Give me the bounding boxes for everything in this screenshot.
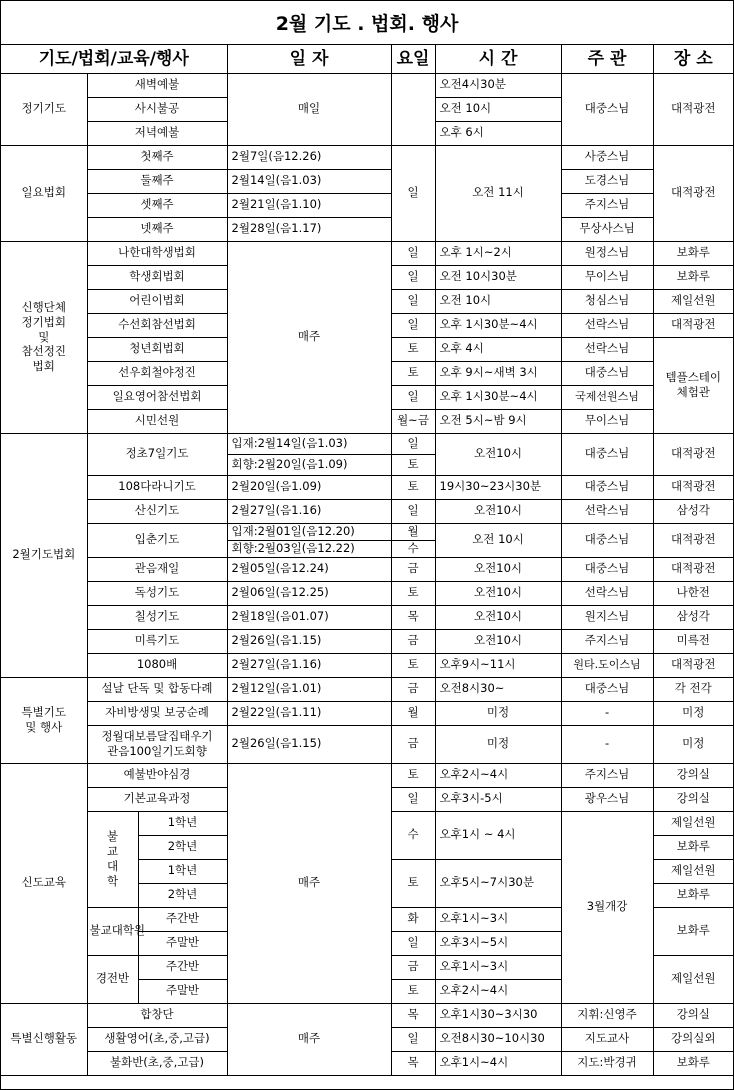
event-name: 나한대학생법회 [87,241,227,265]
time-cell: 19시30~23시30분 [435,475,561,499]
grade-cell: 2학년 [138,835,227,859]
event-name: 1080배 [87,653,227,677]
category-cell: 특별신행활동 [1,1003,87,1075]
day-cell: 목 [391,1003,435,1027]
host-cell: 광우스님 [561,787,653,811]
host-cell: 원지스님 [561,605,653,629]
place-cell: 강의실외 [653,1027,733,1051]
time-cell: 오전10시 [435,499,561,523]
day-cell [391,73,435,145]
time-cell: 오후1시 ~ 4시 [435,811,561,859]
table-row [1,73,733,97]
event-name: 어린이법회 [87,289,227,313]
time-cell: 오전 5시~밤 9시 [435,409,561,433]
place-cell: 제일선원 [653,859,733,883]
col-header-day: 요일 [391,45,435,73]
host-cell: 무이스님 [561,409,653,433]
date-cell: 매주 [227,763,391,1003]
time-cell: 오전 10시 [435,289,561,313]
place-cell: 대적광전 [653,523,733,557]
place-cell: 보화루 [653,1051,733,1075]
event-name: 합창단 [87,1003,227,1027]
day-cell: 금 [391,725,435,763]
date-cell: 회향:2월20일(음1.09) [227,454,391,475]
col-header-time: 시 간 [435,45,561,73]
date-cell: 2월28일(음1.17) [227,217,391,241]
event-name: 예불반야심경 [87,763,227,787]
date-cell: 2월27일(음1.16) [227,499,391,523]
host-cell: 지휘:신영주 [561,1003,653,1027]
host-cell: 대중스님 [561,523,653,557]
time-cell: 오후1시~3시 [435,907,561,931]
date-cell: 2월26일(음1.15) [227,629,391,653]
host-cell: - [561,701,653,725]
event-name: 첫째주 [87,145,227,169]
time-cell: 오전8시30~10시30 [435,1027,561,1051]
place-cell: 보화루 [653,835,733,859]
event-name: 수선회참선법회 [87,313,227,337]
table-row [1,763,733,787]
page-title: 2월 기도 . 법회. 행사 [1,1,733,45]
day-cell: 일 [391,385,435,409]
date-cell: 2월21일(음1.10) [227,193,391,217]
col-header-event: 기도/법회/교육/행사 [1,45,227,73]
event-name: 관음재일 [87,557,227,581]
day-cell: 금 [391,955,435,979]
day-cell: 토 [391,475,435,499]
date-cell: 2월27일(음1.16) [227,653,391,677]
program-label: 불교대학원 [87,907,138,955]
class-cell: 주간반 [138,907,227,931]
table-row [1,701,733,725]
table-row [1,433,733,454]
schedule-table [1,45,733,1076]
date-cell: 입재:2월01일(음12.20) [227,523,391,540]
day-cell: 토 [391,979,435,1003]
host-cell: 대중스님 [561,677,653,701]
host-cell: 도경스님 [561,169,653,193]
event-name: 정초7일기도 [87,433,227,475]
time-cell: 오전 11시 [435,145,561,241]
place-cell: 나한전 [653,581,733,605]
time-cell: 오후1시~4시 [435,1051,561,1075]
table-row [1,523,733,540]
place-cell: 템플스테이 체험관 [653,337,733,433]
host-cell: 원정스님 [561,241,653,265]
place-cell: 미륵전 [653,629,733,653]
event-name: 산신기도 [87,499,227,523]
place-cell: 미정 [653,725,733,763]
place-cell: 대적광전 [653,557,733,581]
time-cell: 오후1시~3시 [435,955,561,979]
time-cell: 미정 [435,701,561,725]
date-cell: 2월05일(음12.24) [227,557,391,581]
place-cell: 대적광전 [653,433,733,475]
day-cell: 토 [391,859,435,907]
event-name: 기본교육과정 [87,787,227,811]
host-cell: 지도:박경귀 [561,1051,653,1075]
place-cell: 삼성각 [653,499,733,523]
event-name: 둘째주 [87,169,227,193]
place-cell: 대적광전 [653,145,733,241]
date-cell: 2월26일(음1.15) [227,725,391,763]
event-name: 자비방생및 보궁순례 [87,701,227,725]
host-cell: 주지스님 [561,193,653,217]
day-cell: 목 [391,1051,435,1075]
host-cell: 지도교사 [561,1027,653,1051]
time-cell: 오전 10시 [435,523,561,557]
category-cell: 특별기도 및 행사 [1,677,87,763]
place-cell: 대적광전 [653,73,733,145]
date-cell: 2월12일(음1.01) [227,677,391,701]
host-cell: 무상사스님 [561,217,653,241]
category-cell: 정기기도 [1,73,87,145]
event-name: 불화반(초,중,고급) [87,1051,227,1075]
place-cell: 강의실 [653,787,733,811]
time-cell: 오후 1시30분~4시 [435,385,561,409]
grade-cell: 2학년 [138,883,227,907]
date-cell: 2월22일(음1.11) [227,701,391,725]
table-row [1,725,733,763]
time-cell: 오전10시 [435,581,561,605]
col-header-host: 주 관 [561,45,653,73]
day-cell: 토 [391,337,435,361]
host-cell: 대중스님 [561,475,653,499]
host-cell: - [561,725,653,763]
time-cell: 오전 10시 [435,97,561,121]
date-cell: 2월18일(음01.07) [227,605,391,629]
host-cell: 원타.도이스님 [561,653,653,677]
program-label: 불 교 대 학 [87,811,138,907]
day-cell: 목 [391,605,435,629]
place-cell: 삼성각 [653,605,733,629]
event-name: 입춘기도 [87,523,227,557]
day-cell: 수 [391,811,435,859]
place-cell: 미정 [653,701,733,725]
time-cell: 오후3시~5시 [435,931,561,955]
day-cell: 일 [391,1027,435,1051]
day-cell: 수 [391,540,435,557]
day-cell: 일 [391,289,435,313]
event-name: 청년회법회 [87,337,227,361]
day-cell: 토 [391,653,435,677]
event-name: 넷째주 [87,217,227,241]
event-name: 사시불공 [87,97,227,121]
table-row [1,629,733,653]
category-cell: 신행단체 정기법회 및 참선정진 법회 [1,241,87,433]
place-cell: 보화루 [653,241,733,265]
time-cell: 오후 1시~2시 [435,241,561,265]
day-cell: 금 [391,557,435,581]
host-cell: 국제선원스님 [561,385,653,409]
host-cell: 무이스님 [561,265,653,289]
time-cell: 오후 4시 [435,337,561,361]
event-name: 일요영어참선법회 [87,385,227,409]
day-cell: 일 [391,499,435,523]
event-name: 학생회법회 [87,265,227,289]
event-name: 저녁예불 [87,121,227,145]
event-name: 설날 단독 및 합동다례 [87,677,227,701]
date-cell: 매주 [227,241,391,433]
time-cell: 오전10시 [435,629,561,653]
place-cell: 보화루 [653,883,733,907]
day-cell: 일 [391,931,435,955]
place-cell: 보화루 [653,907,733,955]
host-cell: 주지스님 [561,629,653,653]
time-cell: 오후 9시~새벽 3시 [435,361,561,385]
date-cell: 매일 [227,73,391,145]
date-cell: 2월06일(음12.25) [227,581,391,605]
table-row [1,193,733,217]
table-row [1,499,733,523]
event-name: 칠성기도 [87,605,227,629]
table-row [1,145,733,169]
event-name: 정월대보름달집태우기 관음100일기도회향 [87,725,227,763]
time-cell: 오후2시~4시 [435,979,561,1003]
place-cell: 제일선원 [653,811,733,835]
day-cell: 화 [391,907,435,931]
time-cell: 오후3시-5시 [435,787,561,811]
date-cell: 입재:2월14일(음1.03) [227,433,391,454]
day-cell: 토 [391,763,435,787]
day-cell: 토 [391,361,435,385]
host-cell: 사중스님 [561,145,653,169]
day-cell: 토 [391,581,435,605]
class-cell: 주말반 [138,931,227,955]
category-cell: 일요법회 [1,145,87,241]
time-cell: 오전4시30분 [435,73,561,97]
day-cell: 토 [391,454,435,475]
table-row [1,581,733,605]
day-cell: 월 [391,701,435,725]
day-cell: 월 [391,523,435,540]
place-cell: 제일선원 [653,289,733,313]
col-header-date: 일 자 [227,45,391,73]
date-cell: 2월14일(음1.03) [227,169,391,193]
event-name: 셋째주 [87,193,227,217]
host-cell: 대중스님 [561,361,653,385]
table-row [1,475,733,499]
time-cell: 미정 [435,725,561,763]
day-cell: 일 [391,433,435,454]
class-cell: 주말반 [138,979,227,1003]
day-cell: 월~금 [391,409,435,433]
time-cell: 오후 6시 [435,121,561,145]
day-cell: 일 [391,787,435,811]
day-cell: 금 [391,629,435,653]
day-cell: 일 [391,265,435,289]
host-cell: 대중스님 [561,433,653,475]
place-cell: 강의실 [653,1003,733,1027]
date-cell: 회향:2월03일(음12.22) [227,540,391,557]
time-cell: 오후1시30~3시30 [435,1003,561,1027]
day-cell: 일 [391,241,435,265]
time-cell: 오전8시30~ [435,677,561,701]
time-cell: 오후5시~7시30분 [435,859,561,907]
host-cell: 선락스님 [561,313,653,337]
table-row [1,217,733,241]
host-cell: 대중스님 [561,73,653,145]
place-cell: 대적광전 [653,475,733,499]
place-cell: 강의실 [653,763,733,787]
date-cell: 매주 [227,1003,391,1075]
event-name: 생활영어(초,중,고급) [87,1027,227,1051]
host-cell: 주지스님 [561,763,653,787]
host-cell: 선락스님 [561,337,653,361]
event-name: 108다라니기도 [87,475,227,499]
date-cell: 2월20일(음1.09) [227,475,391,499]
place-cell: 보화루 [653,265,733,289]
time-cell: 오후2시~4시 [435,763,561,787]
host-cell: 선락스님 [561,581,653,605]
event-name: 새벽예불 [87,73,227,97]
event-name: 미륵기도 [87,629,227,653]
time-cell: 오전10시 [435,557,561,581]
program-label: 경전반 [87,955,138,1003]
place-cell: 대적광전 [653,313,733,337]
event-name: 시민선원 [87,409,227,433]
date-cell: 2월7일(음12.26) [227,145,391,169]
class-cell: 주간반 [138,955,227,979]
time-cell: 오전 10시30분 [435,265,561,289]
table-row [1,241,733,265]
event-name: 독성기도 [87,581,227,605]
grade-cell: 1학년 [138,811,227,835]
category-cell: 2월기도법회 [1,433,87,677]
table-row [1,557,733,581]
day-cell: 일 [391,145,435,241]
day-cell: 금 [391,677,435,701]
table-row [1,1003,733,1027]
place-cell: 대적광전 [653,653,733,677]
col-header-place: 장 소 [653,45,733,73]
table-row [1,677,733,701]
table-row [1,169,733,193]
host-cell: 3월개강 [561,811,653,1003]
event-name: 선우회철야정진 [87,361,227,385]
host-cell: 대중스님 [561,557,653,581]
header-row [1,45,733,73]
category-cell: 신도교육 [1,763,87,1003]
time-cell: 오전10시 [435,605,561,629]
time-cell: 오후9시~11시 [435,653,561,677]
host-cell: 선락스님 [561,499,653,523]
day-cell: 일 [391,313,435,337]
place-cell: 각 전각 [653,677,733,701]
table-row [1,653,733,677]
grade-cell: 1학년 [138,859,227,883]
table-row [1,605,733,629]
place-cell: 제일선원 [653,955,733,1003]
time-cell: 오후 1시30분~4시 [435,313,561,337]
time-cell: 오전10시 [435,433,561,475]
host-cell: 청심스님 [561,289,653,313]
